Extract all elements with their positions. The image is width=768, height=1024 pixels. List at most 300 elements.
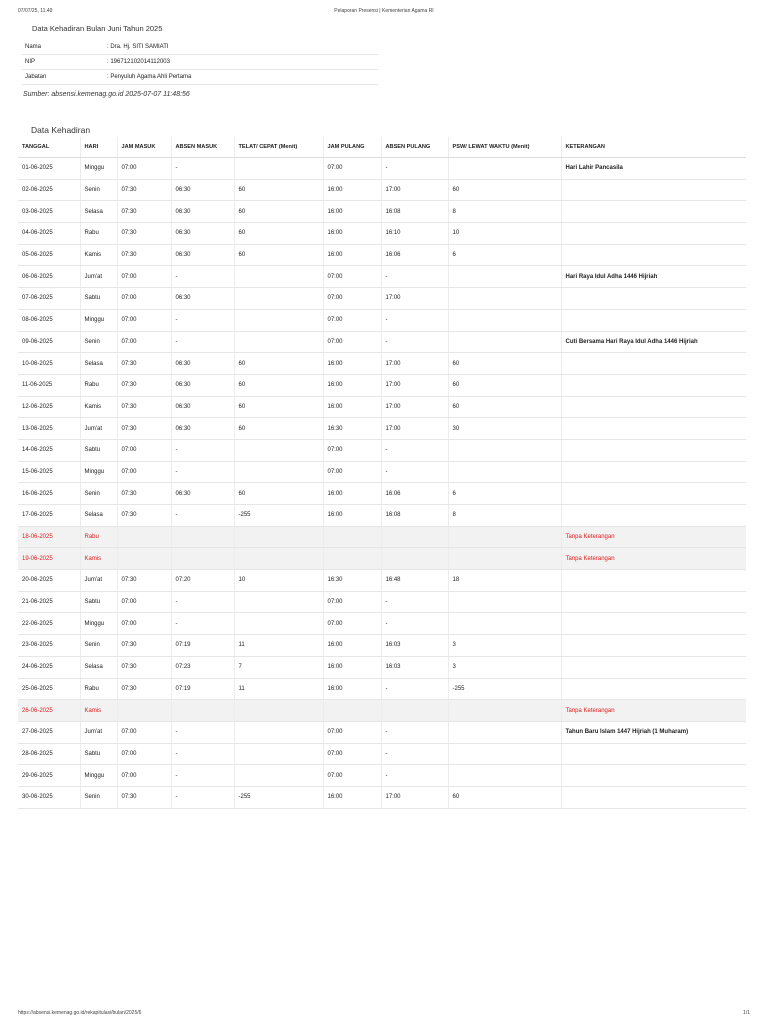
cell-absen-masuk: - (171, 721, 234, 743)
cell-telat-cepat (234, 548, 323, 570)
cell-absen-pulang: - (381, 721, 448, 743)
cell-absen-masuk (171, 548, 234, 570)
cell-telat-cepat: 10 (234, 570, 323, 592)
cell-tanggal: 28-06-2025 (18, 743, 80, 765)
table-row (18, 331, 746, 353)
cell-absen-pulang: 17:00 (381, 374, 448, 396)
cell-hari: Selasa (80, 353, 117, 375)
cell-jam-pulang: 16:00 (323, 353, 381, 375)
cell-jam-masuk: 07:00 (117, 591, 171, 613)
cell-jam-pulang: 07:00 (323, 309, 381, 331)
cell-jam-masuk: 07:30 (117, 483, 171, 505)
table-row (18, 374, 746, 396)
cell-telat-cepat: 60 (234, 374, 323, 396)
cell-jam-pulang: 07:00 (323, 439, 381, 461)
cell-jam-pulang: 07:00 (323, 158, 381, 180)
cell-tanggal: 26-06-2025 (18, 700, 80, 722)
cell-hari: Rabu (80, 678, 117, 700)
table-row (18, 288, 746, 310)
profile-row-jabatan (22, 70, 378, 85)
cell-jam-masuk: 07:30 (117, 374, 171, 396)
cell-tanggal: 24-06-2025 (18, 656, 80, 678)
cell-hari: Kamis (80, 396, 117, 418)
cell-keterangan: Tanpa Keterangan (561, 526, 746, 548)
profile-value: : 196712102014112003 (104, 55, 378, 70)
cell-absen-masuk: 06:30 (171, 223, 234, 245)
cell-keterangan (561, 656, 746, 678)
cell-psw (448, 331, 561, 353)
cell-jam-masuk: 07:00 (117, 721, 171, 743)
cell-jam-masuk: 07:00 (117, 613, 171, 635)
cell-jam-masuk: 07:30 (117, 570, 171, 592)
column-header-psw: PSW/ LEWAT WAKTU (Menit) (448, 137, 561, 158)
cell-psw (448, 439, 561, 461)
print-datetime: 07/07/25, 11.49 (18, 8, 53, 14)
cell-psw: 6 (448, 483, 561, 505)
cell-jam-pulang: 07:00 (323, 331, 381, 353)
cell-absen-pulang (381, 526, 448, 548)
cell-jam-pulang (323, 700, 381, 722)
cell-absen-pulang: - (381, 266, 448, 288)
table-row (18, 461, 746, 483)
table-row (18, 635, 746, 657)
cell-hari: Minggu (80, 613, 117, 635)
cell-hari: Senin (80, 786, 117, 808)
table-row (18, 765, 746, 787)
cell-psw: 3 (448, 635, 561, 657)
column-header-keterangan: KETERANGAN (561, 137, 746, 158)
section-title: Data Kehadiran (31, 125, 91, 135)
cell-jam-masuk: 07:30 (117, 635, 171, 657)
cell-tanggal: 14-06-2025 (18, 439, 80, 461)
cell-jam-pulang: 16:00 (323, 483, 381, 505)
table-row (18, 743, 746, 765)
cell-keterangan: Tanpa Keterangan (561, 548, 746, 570)
cell-absen-pulang: - (381, 678, 448, 700)
cell-keterangan (561, 591, 746, 613)
cell-absen-masuk: 06:30 (171, 418, 234, 440)
cell-absen-masuk: - (171, 613, 234, 635)
cell-psw (448, 526, 561, 548)
table-row (18, 548, 746, 570)
cell-tanggal: 18-06-2025 (18, 526, 80, 548)
cell-keterangan (561, 635, 746, 657)
cell-hari: Minggu (80, 309, 117, 331)
cell-keterangan (561, 309, 746, 331)
cell-psw: 60 (448, 179, 561, 201)
cell-keterangan: Hari Raya Idul Adha 1446 Hijriah (561, 266, 746, 288)
table-row (18, 418, 746, 440)
table-row (18, 483, 746, 505)
cell-jam-pulang: 16:00 (323, 656, 381, 678)
cell-absen-pulang: 17:00 (381, 353, 448, 375)
cell-jam-masuk: 07:00 (117, 266, 171, 288)
cell-keterangan (561, 483, 746, 505)
report-title: Data Kehadiran Bulan Juni Tahun 2025 (32, 24, 163, 33)
cell-tanggal: 17-06-2025 (18, 505, 80, 527)
cell-absen-pulang: - (381, 158, 448, 180)
cell-absen-pulang: 17:00 (381, 396, 448, 418)
cell-absen-pulang: - (381, 765, 448, 787)
cell-absen-masuk: 07:19 (171, 678, 234, 700)
cell-jam-masuk: 07:30 (117, 678, 171, 700)
cell-psw (448, 700, 561, 722)
cell-tanggal: 22-06-2025 (18, 613, 80, 635)
table-row (18, 721, 746, 743)
cell-absen-masuk: 06:30 (171, 244, 234, 266)
cell-psw (448, 309, 561, 331)
cell-absen-masuk: - (171, 505, 234, 527)
cell-absen-pulang: - (381, 613, 448, 635)
cell-psw: 60 (448, 396, 561, 418)
cell-hari: Minggu (80, 461, 117, 483)
cell-jam-masuk: 07:00 (117, 765, 171, 787)
cell-psw (448, 461, 561, 483)
table-row (18, 309, 746, 331)
cell-telat-cepat (234, 309, 323, 331)
cell-psw: 18 (448, 570, 561, 592)
cell-telat-cepat: 11 (234, 678, 323, 700)
cell-absen-masuk: - (171, 786, 234, 808)
cell-telat-cepat (234, 331, 323, 353)
cell-absen-pulang: 16:06 (381, 244, 448, 266)
table-row (18, 396, 746, 418)
cell-tanggal: 25-06-2025 (18, 678, 80, 700)
table-row (18, 353, 746, 375)
cell-absen-masuk: - (171, 309, 234, 331)
cell-jam-masuk: 07:00 (117, 439, 171, 461)
cell-absen-pulang: - (381, 331, 448, 353)
cell-jam-pulang (323, 548, 381, 570)
cell-tanggal: 07-06-2025 (18, 288, 80, 310)
cell-jam-masuk (117, 700, 171, 722)
print-header (18, 8, 750, 14)
attendance-body (18, 158, 746, 809)
table-row (18, 656, 746, 678)
cell-tanggal: 02-06-2025 (18, 179, 80, 201)
cell-keterangan (561, 223, 746, 245)
cell-jam-pulang: 07:00 (323, 743, 381, 765)
cell-absen-masuk: 06:30 (171, 179, 234, 201)
cell-jam-pulang: 07:00 (323, 288, 381, 310)
profile-label: NIP (22, 55, 104, 70)
cell-absen-masuk: - (171, 591, 234, 613)
cell-hari: Selasa (80, 656, 117, 678)
cell-jam-masuk: 07:30 (117, 353, 171, 375)
cell-telat-cepat (234, 700, 323, 722)
cell-telat-cepat: 60 (234, 244, 323, 266)
cell-jam-masuk: 07:30 (117, 505, 171, 527)
cell-absen-pulang: 17:00 (381, 288, 448, 310)
cell-keterangan (561, 439, 746, 461)
profile-value: : Dra. Hj. SITI SAMIATI (104, 40, 378, 55)
column-header-telat-cepat: TELAT/ CEPAT (Menit) (234, 137, 323, 158)
cell-tanggal: 10-06-2025 (18, 353, 80, 375)
cell-keterangan (561, 570, 746, 592)
print-page-number: 1/1 (743, 1010, 750, 1016)
cell-hari: Senin (80, 483, 117, 505)
cell-psw (448, 613, 561, 635)
column-header-jam-pulang: JAM PULANG (323, 137, 381, 158)
cell-jam-pulang: 16:30 (323, 418, 381, 440)
cell-tanggal: 15-06-2025 (18, 461, 80, 483)
table-row (18, 158, 746, 180)
table-row (18, 244, 746, 266)
cell-keterangan: Tanpa Keterangan (561, 700, 746, 722)
cell-jam-pulang: 16:00 (323, 244, 381, 266)
cell-psw: 60 (448, 374, 561, 396)
cell-absen-pulang (381, 548, 448, 570)
cell-jam-pulang: 07:00 (323, 266, 381, 288)
cell-telat-cepat (234, 158, 323, 180)
cell-telat-cepat: -255 (234, 505, 323, 527)
cell-absen-masuk: - (171, 743, 234, 765)
cell-absen-pulang: 16:48 (381, 570, 448, 592)
cell-tanggal: 08-06-2025 (18, 309, 80, 331)
cell-telat-cepat (234, 743, 323, 765)
cell-jam-pulang: 07:00 (323, 613, 381, 635)
cell-absen-pulang: - (381, 461, 448, 483)
cell-absen-masuk: 07:19 (171, 635, 234, 657)
cell-keterangan (561, 179, 746, 201)
cell-hari: Rabu (80, 526, 117, 548)
cell-psw (448, 158, 561, 180)
cell-psw (448, 548, 561, 570)
table-row (18, 591, 746, 613)
cell-keterangan (561, 288, 746, 310)
cell-absen-masuk: 06:30 (171, 374, 234, 396)
cell-jam-masuk: 07:30 (117, 179, 171, 201)
profile-row-nip (22, 55, 378, 70)
cell-hari: Jum'at (80, 570, 117, 592)
cell-psw: 30 (448, 418, 561, 440)
cell-telat-cepat: 60 (234, 179, 323, 201)
cell-telat-cepat (234, 461, 323, 483)
cell-tanggal: 03-06-2025 (18, 201, 80, 223)
cell-telat-cepat: 11 (234, 635, 323, 657)
cell-hari: Rabu (80, 374, 117, 396)
cell-psw: 10 (448, 223, 561, 245)
cell-psw: 6 (448, 244, 561, 266)
cell-absen-masuk (171, 700, 234, 722)
cell-keterangan (561, 613, 746, 635)
cell-jam-pulang: 07:00 (323, 765, 381, 787)
table-row (18, 223, 746, 245)
print-footer (18, 1010, 750, 1016)
cell-absen-masuk: - (171, 461, 234, 483)
table-row (18, 678, 746, 700)
profile-label: Jabatan (22, 70, 104, 85)
cell-tanggal: 20-06-2025 (18, 570, 80, 592)
cell-jam-masuk: 07:00 (117, 158, 171, 180)
cell-tanggal: 27-06-2025 (18, 721, 80, 743)
cell-tanggal: 13-06-2025 (18, 418, 80, 440)
cell-absen-masuk: 07:23 (171, 656, 234, 678)
cell-telat-cepat: 60 (234, 201, 323, 223)
print-page-title: Pelaporan Presensi | Kementerian Agama RI (334, 8, 434, 14)
table-row (18, 613, 746, 635)
cell-keterangan (561, 461, 746, 483)
attendance-table (18, 137, 746, 809)
cell-psw (448, 266, 561, 288)
cell-tanggal: 12-06-2025 (18, 396, 80, 418)
cell-psw: 8 (448, 505, 561, 527)
cell-tanggal: 09-06-2025 (18, 331, 80, 353)
profile-table (22, 40, 378, 85)
column-header-absen-pulang: ABSEN PULANG (381, 137, 448, 158)
cell-keterangan (561, 374, 746, 396)
table-row (18, 786, 746, 808)
cell-hari: Sabtu (80, 743, 117, 765)
cell-telat-cepat (234, 613, 323, 635)
table-row (18, 179, 746, 201)
cell-tanggal: 11-06-2025 (18, 374, 80, 396)
cell-jam-pulang: 16:00 (323, 786, 381, 808)
cell-jam-masuk: 07:00 (117, 331, 171, 353)
cell-absen-masuk: 06:30 (171, 201, 234, 223)
cell-telat-cepat: 60 (234, 396, 323, 418)
cell-hari: Senin (80, 179, 117, 201)
cell-jam-pulang: 16:00 (323, 223, 381, 245)
cell-absen-pulang: 16:03 (381, 635, 448, 657)
cell-jam-pulang: 07:00 (323, 591, 381, 613)
source-note: Sumber: absensi.kemenag.go.id 2025-07-07 11:48:56 (23, 91, 190, 98)
cell-telat-cepat: 60 (234, 353, 323, 375)
cell-jam-pulang: 16:00 (323, 374, 381, 396)
cell-absen-pulang: 16:03 (381, 656, 448, 678)
cell-telat-cepat (234, 266, 323, 288)
cell-hari: Kamis (80, 700, 117, 722)
cell-telat-cepat (234, 765, 323, 787)
cell-absen-pulang: 16:10 (381, 223, 448, 245)
cell-jam-pulang: 07:00 (323, 461, 381, 483)
cell-tanggal: 21-06-2025 (18, 591, 80, 613)
cell-tanggal: 30-06-2025 (18, 786, 80, 808)
cell-hari: Kamis (80, 244, 117, 266)
cell-keterangan (561, 678, 746, 700)
cell-psw (448, 765, 561, 787)
table-row (18, 505, 746, 527)
cell-tanggal: 29-06-2025 (18, 765, 80, 787)
cell-absen-masuk: 06:30 (171, 353, 234, 375)
cell-jam-masuk: 07:30 (117, 656, 171, 678)
cell-jam-pulang: 16:30 (323, 570, 381, 592)
table-row (18, 526, 746, 548)
table-row (18, 201, 746, 223)
column-header-hari: HARI (80, 137, 117, 158)
column-header-jam-masuk: JAM MASUK (117, 137, 171, 158)
cell-jam-pulang: 16:00 (323, 505, 381, 527)
cell-keterangan (561, 743, 746, 765)
cell-hari: Senin (80, 635, 117, 657)
cell-telat-cepat: 60 (234, 418, 323, 440)
cell-jam-masuk: 07:00 (117, 743, 171, 765)
cell-absen-pulang: 16:08 (381, 505, 448, 527)
cell-telat-cepat: 60 (234, 483, 323, 505)
cell-keterangan (561, 786, 746, 808)
cell-tanggal: 05-06-2025 (18, 244, 80, 266)
cell-telat-cepat (234, 439, 323, 461)
table-row (18, 570, 746, 592)
cell-telat-cepat: 60 (234, 223, 323, 245)
cell-absen-masuk: 06:30 (171, 396, 234, 418)
profile-value: : Penyuluh Agama Ahli Pertama (104, 70, 378, 85)
cell-hari: Selasa (80, 201, 117, 223)
cell-tanggal: 16-06-2025 (18, 483, 80, 505)
cell-psw (448, 288, 561, 310)
cell-hari: Senin (80, 331, 117, 353)
cell-absen-pulang: - (381, 439, 448, 461)
cell-jam-masuk: 07:30 (117, 201, 171, 223)
cell-absen-masuk: 07:20 (171, 570, 234, 592)
cell-tanggal: 04-06-2025 (18, 223, 80, 245)
cell-keterangan: Tahun Baru Islam 1447 Hijriah (1 Muharam) (561, 721, 746, 743)
table-row (18, 700, 746, 722)
cell-keterangan (561, 418, 746, 440)
cell-absen-masuk (171, 526, 234, 548)
cell-keterangan (561, 201, 746, 223)
cell-jam-masuk: 07:00 (117, 288, 171, 310)
cell-telat-cepat: -255 (234, 786, 323, 808)
cell-hari: Sabtu (80, 591, 117, 613)
column-header-absen-masuk: ABSEN MASUK (171, 137, 234, 158)
table-header-row (18, 137, 746, 158)
cell-telat-cepat (234, 721, 323, 743)
cell-keterangan (561, 765, 746, 787)
cell-hari: Minggu (80, 765, 117, 787)
cell-jam-pulang: 16:00 (323, 201, 381, 223)
cell-hari: Selasa (80, 505, 117, 527)
cell-absen-masuk: - (171, 439, 234, 461)
cell-jam-masuk: 07:00 (117, 461, 171, 483)
cell-hari: Rabu (80, 223, 117, 245)
cell-absen-pulang (381, 700, 448, 722)
cell-absen-pulang: 17:00 (381, 179, 448, 201)
cell-jam-masuk: 07:30 (117, 396, 171, 418)
cell-tanggal: 06-06-2025 (18, 266, 80, 288)
cell-tanggal: 19-06-2025 (18, 548, 80, 570)
cell-jam-masuk: 07:30 (117, 244, 171, 266)
cell-tanggal: 23-06-2025 (18, 635, 80, 657)
cell-psw: 60 (448, 786, 561, 808)
cell-jam-pulang (323, 526, 381, 548)
cell-absen-pulang: 16:06 (381, 483, 448, 505)
cell-jam-pulang: 16:00 (323, 179, 381, 201)
cell-jam-pulang: 16:00 (323, 678, 381, 700)
cell-jam-masuk: 07:30 (117, 786, 171, 808)
profile-row-nama (22, 40, 378, 55)
cell-jam-pulang: 07:00 (323, 721, 381, 743)
cell-absen-pulang: 17:00 (381, 418, 448, 440)
cell-telat-cepat (234, 526, 323, 548)
cell-hari: Jum'at (80, 418, 117, 440)
cell-absen-masuk: - (171, 765, 234, 787)
cell-jam-masuk (117, 526, 171, 548)
cell-absen-pulang: 17:00 (381, 786, 448, 808)
cell-absen-pulang: - (381, 743, 448, 765)
table-row (18, 439, 746, 461)
cell-psw: -255 (448, 678, 561, 700)
print-url: https://absensi.kemenag.go.id/rekapitulasi/bulan/2025/6 (18, 1010, 142, 1016)
cell-absen-masuk: - (171, 158, 234, 180)
cell-keterangan (561, 505, 746, 527)
cell-jam-masuk: 07:30 (117, 418, 171, 440)
cell-psw: 3 (448, 656, 561, 678)
cell-jam-pulang: 16:00 (323, 396, 381, 418)
cell-jam-masuk (117, 548, 171, 570)
cell-psw (448, 591, 561, 613)
cell-telat-cepat (234, 591, 323, 613)
